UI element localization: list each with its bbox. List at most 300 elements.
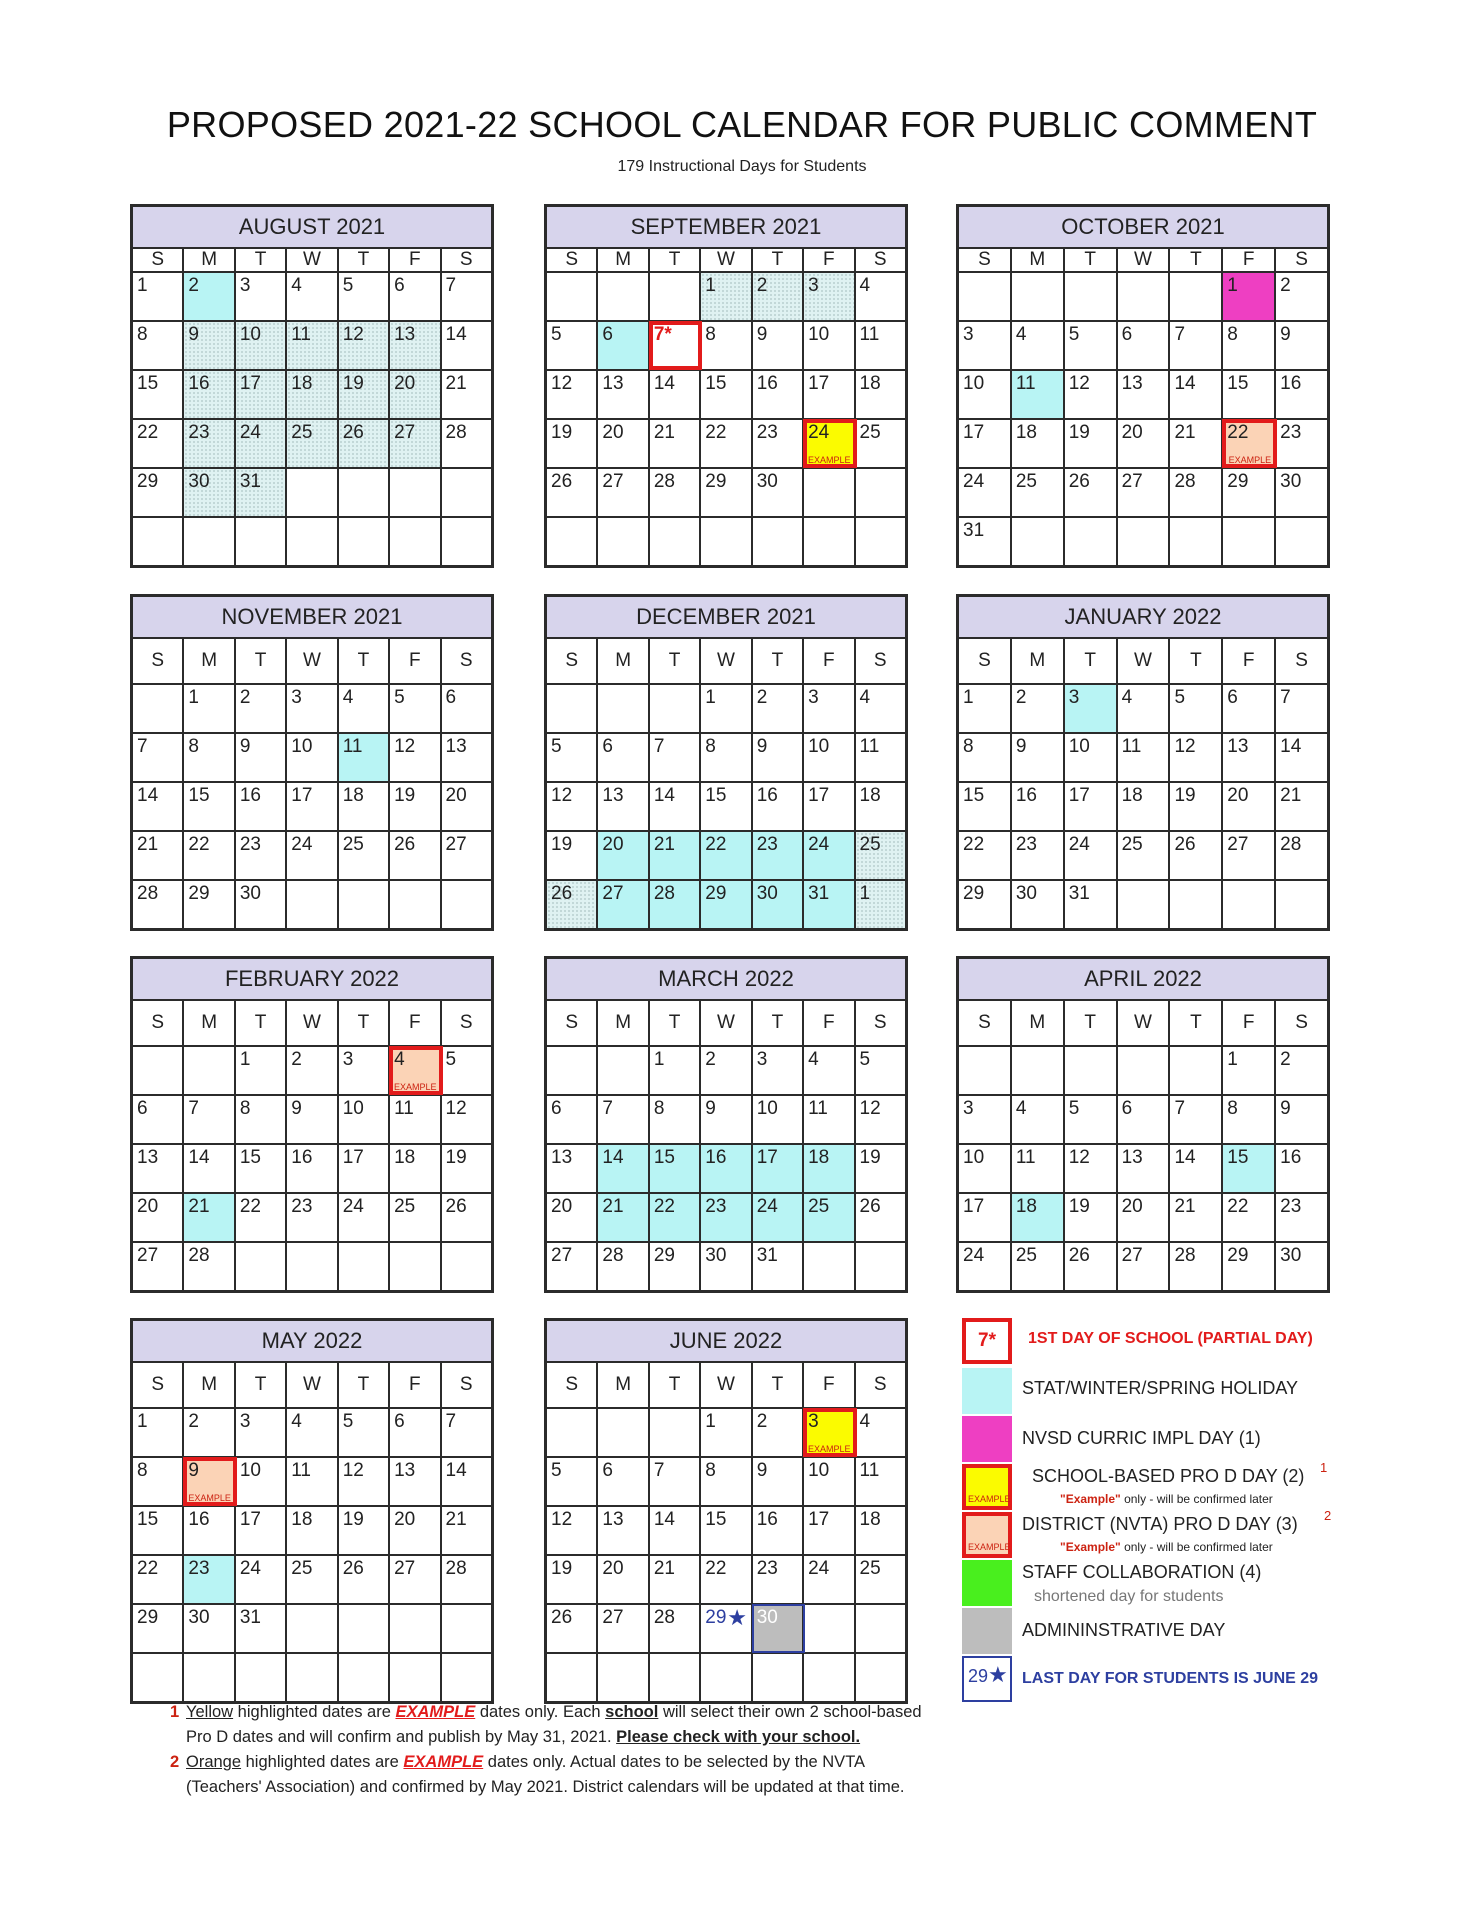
day-cell: [753, 734, 804, 781]
day-number: 31: [239, 1607, 261, 1628]
empty-day-cell: [287, 1243, 338, 1290]
day-number: 17: [239, 1509, 261, 1530]
day-cell: [236, 685, 287, 732]
day-number: 24: [963, 1245, 985, 1266]
week-row: [133, 783, 491, 832]
month-december-2021: [544, 594, 908, 931]
empty-day-cell: [547, 273, 598, 320]
day-cell: [133, 1409, 184, 1456]
empty-day-cell: [339, 1605, 390, 1652]
day-cell: [547, 1145, 598, 1192]
weekday-label: S: [459, 1012, 473, 1033]
day-number: 28: [137, 883, 159, 904]
day-cell: [390, 1194, 441, 1241]
day-cell: [184, 273, 235, 320]
weekday-label: T: [1065, 1001, 1118, 1045]
day-number: 26: [1068, 471, 1090, 492]
legend-district-pro-d-label: DISTRICT (NVTA) PRO D DAY (3): [1022, 1514, 1298, 1534]
day-cell: [856, 881, 905, 928]
day-number: 3: [291, 687, 302, 708]
weekday-label: F: [390, 1001, 441, 1045]
day-number: 9: [1015, 736, 1027, 757]
example-tag: EXAMPLE: [394, 1082, 437, 1092]
day-number: 23: [705, 1196, 727, 1217]
empty-day-cell: [442, 1243, 491, 1290]
day-cell: [339, 1194, 390, 1241]
weekday-label: T: [753, 1001, 804, 1045]
day-number: 17: [963, 422, 985, 443]
day-number: 8: [1227, 324, 1238, 345]
day-number: 19: [445, 1147, 467, 1168]
day-cell: [856, 420, 905, 467]
weekday-label: S: [459, 650, 473, 671]
day-number: 12: [551, 785, 573, 806]
day-number: 26: [859, 1196, 881, 1217]
weekday-label: F: [804, 1363, 855, 1407]
day-cell: [753, 1556, 804, 1603]
legend-school-pro-d-note-text: only - will be confirmed later: [1120, 1492, 1273, 1506]
day-cell: [701, 1458, 752, 1505]
day-number: 20: [602, 1558, 624, 1579]
day-number: 16: [705, 1147, 727, 1168]
day-number: 31: [239, 471, 261, 492]
day-cell: [701, 1145, 752, 1192]
day-cell: [339, 783, 390, 830]
empty-day-cell: [547, 1047, 598, 1094]
day-cell: [133, 1507, 184, 1554]
day-cell: [804, 1458, 855, 1505]
day-number: 20: [602, 422, 624, 443]
day-cell: [442, 1194, 491, 1241]
weekday-label: M: [184, 249, 235, 271]
empty-day-cell: [339, 1654, 390, 1701]
day-number: 17: [291, 785, 313, 806]
month-title: [959, 207, 1327, 249]
day-number: 28: [653, 1607, 675, 1628]
day-cell: [1065, 685, 1118, 732]
day-number: 2: [705, 1049, 716, 1070]
week-row: [133, 1654, 491, 1701]
weekday-label: T: [339, 249, 390, 271]
weekday-label: M: [598, 1001, 649, 1045]
day-cell: [753, 1507, 804, 1554]
day-number: 11: [394, 1098, 414, 1119]
day-cell: [547, 1243, 598, 1290]
weekday-label: F: [390, 639, 441, 683]
weekday-label: T: [236, 249, 287, 271]
day-cell: [650, 783, 701, 830]
day-number: 17: [239, 373, 261, 394]
day-cell: [236, 371, 287, 418]
day-number: 29: [1227, 471, 1249, 492]
day-number: 14: [137, 785, 159, 806]
day-cell: [442, 371, 491, 418]
day-number: 7*: [653, 324, 672, 345]
week-row: [547, 273, 905, 322]
day-cell: [184, 1145, 235, 1192]
day-cell: [133, 273, 184, 320]
day-number: 17: [342, 1147, 364, 1168]
footnote-2-example: EXAMPLE: [403, 1753, 484, 1771]
weekday-label: S: [133, 639, 184, 683]
day-cell: [650, 420, 701, 467]
day-number: 7: [188, 1098, 199, 1119]
day-number: 26: [342, 1558, 364, 1579]
day-number: 9: [239, 736, 251, 757]
day-cell: [1012, 1145, 1065, 1192]
day-cell: [804, 685, 855, 732]
day-cell: [598, 1243, 649, 1290]
legend-last-day-box: [962, 1656, 1012, 1702]
day-number: 7: [137, 736, 148, 757]
month-november-2021: [130, 594, 494, 931]
day-number: 3: [1068, 687, 1080, 708]
day-number: 9: [756, 324, 768, 345]
legend-first-day-label: 1ST DAY OF SCHOOL (PARTIAL DAY): [1028, 1330, 1313, 1347]
day-cell: [339, 273, 390, 320]
day-number: 1: [188, 687, 199, 708]
empty-day-cell: [804, 1243, 855, 1290]
week-row: [133, 1458, 491, 1507]
weekday-label: T: [753, 1363, 804, 1407]
day-number: 20: [394, 373, 416, 394]
weekday-label: S: [959, 249, 1012, 271]
day-number: 24: [291, 834, 313, 855]
day-cell: [390, 1556, 441, 1603]
day-cell: [1276, 783, 1327, 830]
week-row: [959, 469, 1327, 518]
day-cell: [390, 832, 441, 879]
day-cell: [236, 1458, 287, 1505]
day-number: 20: [394, 1509, 416, 1530]
week-row: [547, 1243, 905, 1290]
week-row: [133, 322, 491, 371]
day-number: 12: [1068, 1147, 1090, 1168]
day-number: 11: [859, 1460, 880, 1481]
day-number: 15: [137, 1509, 159, 1530]
day-number: 15: [1227, 373, 1249, 394]
footnote-1-text-b: dates only. Each: [475, 1703, 606, 1721]
week-row: [133, 1243, 491, 1290]
empty-day-cell: [236, 518, 287, 565]
day-cell: [236, 322, 287, 369]
empty-day-cell: [236, 1654, 287, 1701]
day-cell: [856, 322, 905, 369]
day-number: 16: [188, 373, 210, 394]
day-number: 10: [808, 736, 830, 757]
day-number: 14: [653, 1509, 675, 1530]
day-cell: [547, 1556, 598, 1603]
day-number: 29: [137, 471, 159, 492]
day-cell: [701, 734, 752, 781]
day-cell: [1065, 1096, 1118, 1143]
day-cell: [184, 420, 235, 467]
example-tag: EXAMPLE: [808, 1444, 851, 1454]
empty-day-cell: [1012, 1047, 1065, 1094]
day-cell: [287, 1507, 338, 1554]
day-number: 17: [756, 1147, 778, 1168]
day-number: 4: [291, 1411, 302, 1432]
day-cell: [547, 371, 598, 418]
day-cell: [804, 881, 855, 928]
day-number: 15: [137, 373, 159, 394]
day-number: 16: [188, 1509, 210, 1530]
legend-curric-label: NVSD CURRIC IMPL DAY (1): [1022, 1428, 1261, 1448]
day-cell: [650, 881, 701, 928]
month-title-text: NOVEMBER 2021: [221, 604, 403, 629]
page-title: PROPOSED 2021-22 SCHOOL CALENDAR FOR PUBLIC COMMENT: [166, 104, 1318, 145]
week-row: [547, 1556, 905, 1605]
day-number: 30: [239, 883, 261, 904]
day-cell: [598, 1145, 649, 1192]
day-cell: [287, 1047, 338, 1094]
day-number: 11: [808, 1098, 828, 1119]
day-cell: [236, 420, 287, 467]
day-cell: [856, 1096, 905, 1143]
day-cell: [959, 420, 1012, 467]
day-cell: [804, 734, 855, 781]
day-number: 18: [1015, 1196, 1037, 1217]
weekday-label: W: [701, 249, 752, 271]
day-cell: [184, 1194, 235, 1241]
day-cell: [184, 1605, 235, 1652]
day-cell: [1118, 1096, 1171, 1143]
empty-day-cell: [287, 469, 338, 516]
day-number: 30: [756, 883, 778, 904]
day-cell: [1065, 832, 1118, 879]
day-number: 18: [1121, 785, 1143, 806]
day-number: 24: [239, 1558, 261, 1579]
empty-day-cell: [1065, 518, 1118, 565]
day-number: 18: [859, 1509, 881, 1530]
day-cell: [547, 420, 598, 467]
weekday-label: F: [1223, 1001, 1276, 1045]
day-cell: [701, 1243, 752, 1290]
day-number: 27: [445, 834, 467, 855]
day-number: 3: [963, 324, 974, 345]
day-number: 18: [291, 373, 313, 394]
empty-day-cell: [856, 518, 905, 565]
empty-day-cell: [547, 1654, 598, 1701]
day-number: 16: [756, 1509, 778, 1530]
week-row: [133, 1145, 491, 1194]
day-cell: [236, 783, 287, 830]
week-row: [547, 1096, 905, 1145]
day-number: 6: [394, 1411, 405, 1432]
day-cell: [753, 1458, 804, 1505]
day-cell: [133, 1243, 184, 1290]
weekday-label: T: [650, 249, 701, 271]
day-number: 15: [705, 785, 727, 806]
day-cell: [442, 1096, 491, 1143]
day-number: 25: [1015, 1245, 1037, 1266]
day-number: 23: [1280, 422, 1302, 443]
legend-holiday-box: [962, 1368, 1012, 1414]
day-cell: [287, 685, 338, 732]
day-number: 17: [1068, 785, 1090, 806]
day-number: 26: [445, 1196, 467, 1217]
day-cell: [390, 685, 441, 732]
day-cell: [804, 1409, 855, 1456]
day-number: 4: [1015, 1098, 1027, 1119]
day-number: 23: [188, 422, 210, 443]
day-number: 5: [445, 1049, 457, 1070]
day-cell: [959, 832, 1012, 879]
empty-day-cell: [390, 469, 441, 516]
weekday-label: T: [650, 1001, 701, 1045]
empty-day-cell: [1276, 518, 1327, 565]
day-cell: [133, 469, 184, 516]
day-cell: [390, 371, 441, 418]
day-cell: [753, 273, 804, 320]
day-number: 29: [963, 883, 985, 904]
week-row: [547, 420, 905, 469]
month-title-text: JUNE 2022: [669, 1328, 783, 1353]
day-number: 18: [342, 785, 364, 806]
day-number: 20: [1121, 1196, 1143, 1217]
empty-day-cell: [442, 881, 491, 928]
day-cell: [856, 1194, 905, 1241]
day-cell: [390, 1047, 441, 1094]
day-cell: [598, 783, 649, 830]
day-number: 4: [859, 1411, 871, 1432]
empty-day-cell: [753, 518, 804, 565]
month-title-text: DECEMBER 2021: [636, 604, 816, 629]
day-cell: [1012, 685, 1065, 732]
month-title-text: APRIL 2022: [1084, 966, 1202, 991]
day-number: 3: [239, 1411, 251, 1432]
weekday-header: [133, 249, 491, 273]
day-number: 27: [602, 883, 624, 904]
day-cell: [442, 1458, 491, 1505]
day-number: 28: [188, 1245, 210, 1266]
day-cell: [339, 322, 390, 369]
empty-day-cell: [856, 469, 905, 516]
day-cell: [1012, 881, 1065, 928]
day-number: 21: [188, 1196, 210, 1217]
day-cell: [804, 322, 855, 369]
weekday-label: T: [650, 639, 701, 683]
day-cell: [1012, 1243, 1065, 1290]
day-number: 31: [808, 883, 830, 904]
day-cell: [1276, 1096, 1327, 1143]
day-number: 1: [653, 1049, 665, 1070]
day-number: 19: [342, 373, 364, 394]
day-cell: [1170, 420, 1223, 467]
day-cell: [1170, 832, 1223, 879]
day-number: 9: [291, 1098, 302, 1119]
day-cell: [650, 1556, 701, 1603]
day-number: 12: [445, 1098, 467, 1119]
day-cell: [184, 734, 235, 781]
day-number: 26: [1174, 834, 1196, 855]
month-title-text: JANUARY 2022: [1064, 604, 1222, 629]
legend-school-pro-d-label: SCHOOL-BASED PRO D DAY (2): [1032, 1466, 1305, 1486]
day-number: 6: [1227, 687, 1238, 708]
empty-day-cell: [442, 1605, 491, 1652]
day-cell: [390, 783, 441, 830]
week-row: [133, 685, 491, 734]
weekday-label: S: [459, 1374, 473, 1395]
day-number: 18: [859, 373, 881, 394]
day-cell: [701, 1096, 752, 1143]
day-cell: [287, 1409, 338, 1456]
day-cell: [442, 734, 491, 781]
day-number: 29: [653, 1245, 675, 1266]
week-row: [959, 783, 1327, 832]
day-number: 17: [808, 373, 830, 394]
day-cell: [959, 783, 1012, 830]
day-cell: [184, 1556, 235, 1603]
day-cell: [959, 469, 1012, 516]
day-cell: [701, 881, 752, 928]
day-number: 6: [602, 736, 613, 757]
empty-day-cell: [1065, 1047, 1118, 1094]
day-number: 28: [1174, 471, 1196, 492]
day-number: 13: [602, 1509, 624, 1530]
day-number: 10: [239, 1460, 261, 1481]
day-cell: [442, 1145, 491, 1192]
day-number: 14: [1174, 1147, 1196, 1168]
day-cell: [236, 1194, 287, 1241]
empty-day-cell: [133, 518, 184, 565]
day-cell: [959, 1194, 1012, 1241]
day-number: 24: [756, 1196, 778, 1217]
day-cell: [856, 1556, 905, 1603]
day-cell: [236, 881, 287, 928]
day-cell: [1276, 734, 1327, 781]
empty-day-cell: [390, 1654, 441, 1701]
day-number: 30: [1280, 471, 1302, 492]
month-august-2021: [130, 204, 494, 568]
weekday-label: F: [390, 1363, 441, 1407]
day-number: 18: [859, 785, 881, 806]
legend-curric-box: [962, 1416, 1012, 1462]
day-number: 25: [342, 834, 364, 855]
day-cell: [1012, 371, 1065, 418]
day-cell: [133, 1458, 184, 1505]
day-number: 24: [808, 1558, 830, 1579]
day-number: 26: [394, 834, 416, 855]
day-number: 3: [808, 687, 819, 708]
empty-day-cell: [1276, 881, 1327, 928]
day-cell: [236, 1507, 287, 1554]
weekday-label: F: [390, 249, 441, 271]
day-number: 5: [394, 687, 405, 708]
week-row: [959, 685, 1327, 734]
footnote-1-school: school: [605, 1703, 659, 1721]
day-number: 24: [808, 834, 830, 855]
weekday-header: [959, 639, 1327, 685]
weekday-label: S: [873, 650, 887, 671]
month-title: [133, 597, 491, 639]
day-number: 7: [602, 1098, 613, 1119]
day-number: 19: [551, 1558, 573, 1579]
day-number: 2: [756, 275, 768, 296]
day-number: 14: [1280, 736, 1302, 757]
day-number: 28: [653, 883, 675, 904]
day-number: 18: [394, 1147, 416, 1168]
day-number: 13: [445, 736, 467, 757]
day-cell: [1118, 734, 1171, 781]
week-row: [133, 1194, 491, 1243]
empty-day-cell: [1065, 273, 1118, 320]
month-title: [547, 207, 905, 249]
day-number: 10: [291, 736, 313, 757]
day-cell: [701, 685, 752, 732]
day-number: 9: [1280, 324, 1291, 345]
day-number: 12: [1068, 373, 1090, 394]
